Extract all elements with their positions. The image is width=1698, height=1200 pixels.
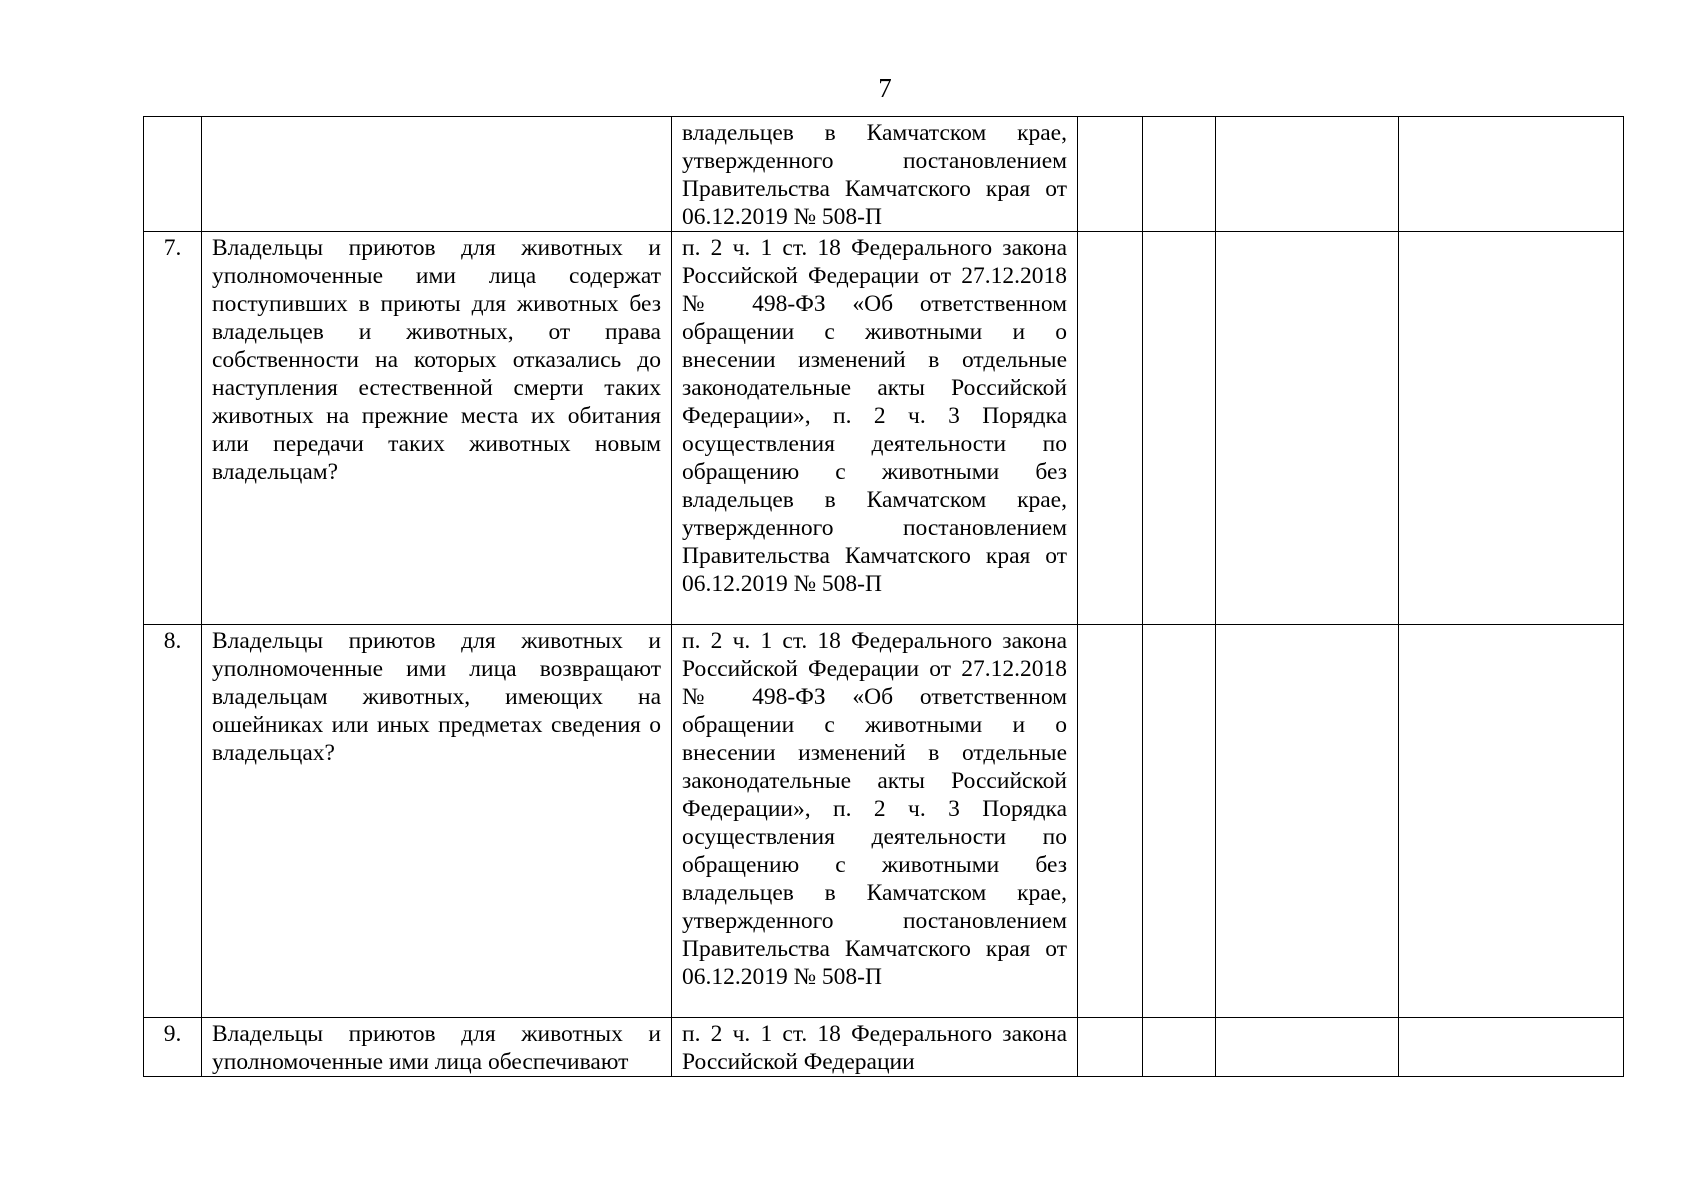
answer-yes-cell	[1078, 1018, 1143, 1077]
answer-no-cell	[1143, 1018, 1216, 1077]
legal-basis-cell: п. 2 ч. 1 ст. 18 Федерального закона Российской Федерации от 27.12.2018 № 498-ФЗ «Об ответственном обращении с животными и о внесении изменений в отдельные законодательные акты Российской Федерации», п. 2 ч. 3 Порядка осуществления деятельности по обращению с животными без владельцев в Камчатском крае, утвержденного постановлением Правительства Камчатского края от 06.12.2019 № 508-П	[672, 232, 1078, 625]
answer-no-cell	[1143, 625, 1216, 1018]
question-cell: Владельцы приютов для животных и уполномоченные ими лица возвращают владельцам животных, имеющих на ошейниках или иных предметах сведения о владельцах?	[202, 625, 672, 1018]
legal-basis-cell: владельцев в Камчатском крае, утвержденного постановлением Правительства Камчатского края от 06.12.2019 № 508-П	[672, 117, 1078, 232]
answer-yes-cell	[1078, 232, 1143, 625]
legal-basis-cell: п. 2 ч. 1 ст. 18 Федерального закона Российской Федерации от 27.12.2018 № 498-ФЗ «Об ответственном обращении с животными и о внесении изменений в отдельные законодательные акты Российской Федерации», п. 2 ч. 3 Порядка осуществления деятельности по обращению с животными без владельцев в Камчатском крае, утвержденного постановлением Правительства Камчатского края от 06.12.2019 № 508-П	[672, 625, 1078, 1018]
checklist-table	[143, 116, 1624, 1077]
note-cell	[1399, 625, 1624, 1018]
not-applicable-cell	[1216, 117, 1399, 232]
table-row	[144, 625, 1624, 1018]
table-row	[144, 232, 1624, 625]
question-cell: Владельцы приютов для животных и уполномоченные ими лица содержат поступивших в приюты для животных без владельцев и животных, от права собственности на которых отказались до наступления естественной смерти таких животных на прежние места их обитания или передачи таких животных новым владельцам?	[202, 232, 672, 625]
answer-yes-cell	[1078, 117, 1143, 232]
row-number-cell: 9.	[144, 1018, 202, 1077]
answer-no-cell	[1143, 232, 1216, 625]
note-cell	[1399, 232, 1624, 625]
not-applicable-cell	[1216, 625, 1399, 1018]
answer-yes-cell	[1078, 625, 1143, 1018]
row-number-cell: 7.	[144, 232, 202, 625]
page-number: 7	[878, 73, 892, 103]
legal-basis-cell: п. 2 ч. 1 ст. 18 Федерального закона Российской Федерации	[672, 1018, 1078, 1077]
row-number-cell: 8.	[144, 625, 202, 1018]
not-applicable-cell	[1216, 1018, 1399, 1077]
note-cell	[1399, 1018, 1624, 1077]
table-row	[144, 1018, 1624, 1077]
question-cell	[202, 117, 672, 232]
not-applicable-cell	[1216, 232, 1399, 625]
note-cell	[1399, 117, 1624, 232]
question-cell: Владельцы приютов для животных и уполномоченные ими лица обеспечивают	[202, 1018, 672, 1077]
answer-no-cell	[1143, 117, 1216, 232]
row-number-cell	[144, 117, 202, 232]
table-row	[144, 117, 1624, 232]
